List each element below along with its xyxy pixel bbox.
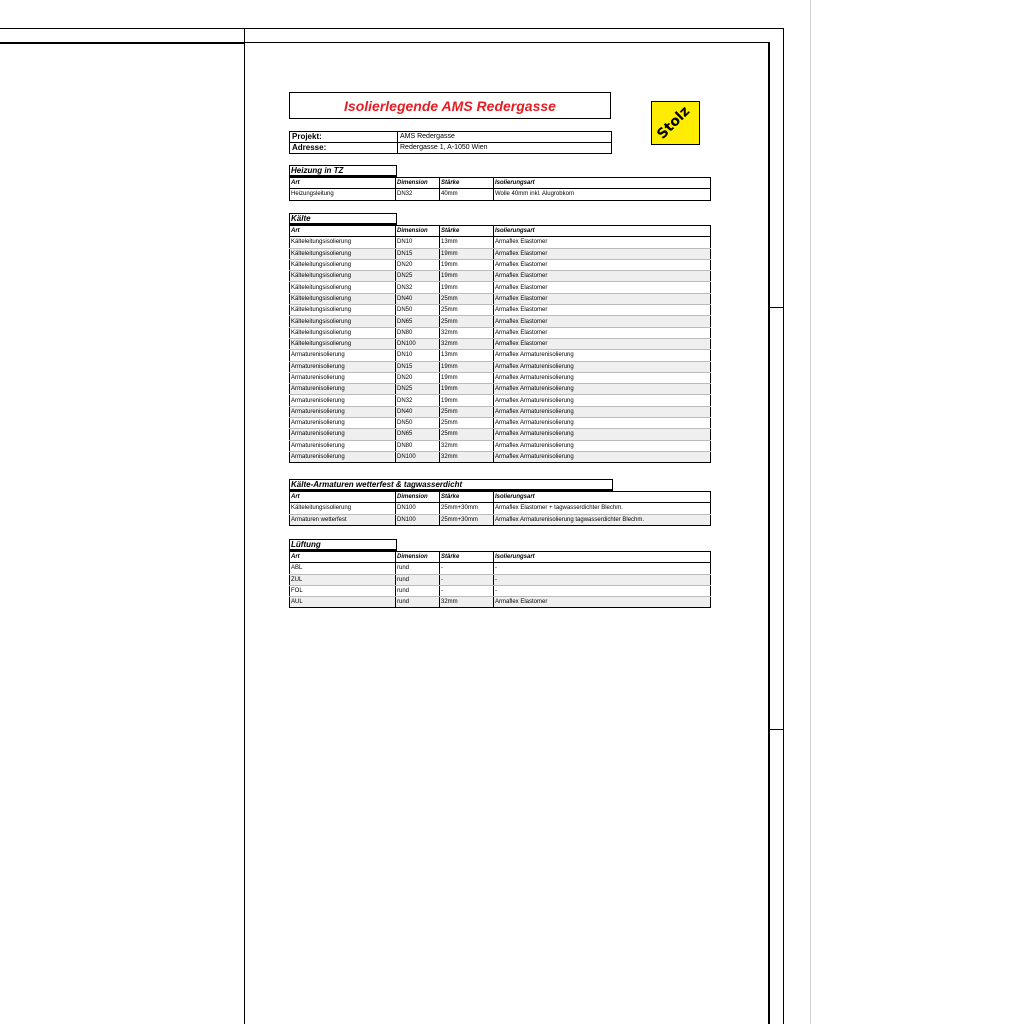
column-header: Art xyxy=(290,552,396,563)
table-cell: DN32 xyxy=(396,282,440,293)
table-cell: Armaturenisolierung xyxy=(290,440,396,451)
table-cell: DN32 xyxy=(396,395,440,406)
table-row xyxy=(290,451,711,462)
table-cell: 25mm+30mm xyxy=(440,514,494,525)
table-row xyxy=(290,384,711,395)
table-cell: FOL xyxy=(290,585,396,596)
table-cell: Kälteleitungsisolierung xyxy=(290,293,396,304)
table-cell: DN32 xyxy=(396,189,440,200)
table-row xyxy=(290,429,711,440)
column-header: Stärke xyxy=(440,492,494,503)
title-box xyxy=(289,92,611,119)
table-row xyxy=(290,585,711,596)
table-cell: DN100 xyxy=(396,503,440,514)
table-cell: rund xyxy=(396,597,440,608)
table-cell: - xyxy=(494,574,711,585)
table-cell: Armaflex Armaturenisolierung xyxy=(494,395,711,406)
table-cell: Kälteleitungsisolierung xyxy=(290,503,396,514)
table-row xyxy=(290,271,711,282)
section-table xyxy=(289,551,711,608)
table-cell: AUL xyxy=(290,597,396,608)
table-cell: DN15 xyxy=(396,248,440,259)
table-row xyxy=(290,395,711,406)
column-header: Isolierungsart xyxy=(494,226,711,237)
column-header: Art xyxy=(290,178,396,189)
table-row xyxy=(290,189,711,200)
table-row xyxy=(290,305,711,316)
table-cell: Armaturenisolierung xyxy=(290,372,396,383)
table-cell: DN40 xyxy=(396,293,440,304)
table-cell: Armaflex Elastomer xyxy=(494,327,711,338)
table-cell: 32mm xyxy=(440,451,494,462)
table-cell: rund xyxy=(396,563,440,574)
table-cell: - xyxy=(440,585,494,596)
table-cell: - xyxy=(440,574,494,585)
table-cell: Armaturenisolierung xyxy=(290,418,396,429)
column-header: Isolierungsart xyxy=(494,552,711,563)
table-cell: DN25 xyxy=(396,271,440,282)
table-row xyxy=(290,327,711,338)
table-cell: - xyxy=(494,585,711,596)
column-header: Stärke xyxy=(440,178,494,189)
table-cell: DN50 xyxy=(396,418,440,429)
frame-outer-right-line xyxy=(783,28,784,1024)
table-row xyxy=(290,361,711,372)
table-cell: DN80 xyxy=(396,440,440,451)
section-table xyxy=(289,177,711,201)
table-cell: DN10 xyxy=(396,350,440,361)
table-cell: Kälteleitungsisolierung xyxy=(290,248,396,259)
table-cell: Armaturenisolierung xyxy=(290,361,396,372)
table-cell: Armaturenisolierung xyxy=(290,429,396,440)
table-cell: 19mm xyxy=(440,282,494,293)
table-cell: 25mm xyxy=(440,429,494,440)
table-row xyxy=(290,597,711,608)
header-row xyxy=(290,178,711,189)
table-row xyxy=(290,237,711,248)
table-cell: Armaflex Elastomer xyxy=(494,597,711,608)
table-cell: 25mm xyxy=(440,305,494,316)
column-header: Dimension xyxy=(396,552,440,563)
table-row xyxy=(290,418,711,429)
frame-inner-right-line xyxy=(768,42,770,1024)
table-cell: Armaflex Elastomer + tagwasserdichter Blechm. xyxy=(494,503,711,514)
table-row xyxy=(290,563,711,574)
header-row xyxy=(290,226,711,237)
column-header: Isolierungsart xyxy=(494,178,711,189)
section-2 xyxy=(289,479,711,526)
header-row xyxy=(290,492,711,503)
table-cell: Armaflex Armaturenisolierung xyxy=(494,451,711,462)
table-cell: Armaturenisolierung xyxy=(290,350,396,361)
table-cell: 32mm xyxy=(440,597,494,608)
document-title: Isolierlegende AMS Redergasse xyxy=(344,97,556,114)
table-cell: Armaflex Elastomer xyxy=(494,237,711,248)
table-cell: 13mm xyxy=(440,237,494,248)
table-cell: DN10 xyxy=(396,237,440,248)
section-0 xyxy=(289,165,711,201)
column-header: Art xyxy=(290,226,396,237)
table-cell: DN50 xyxy=(396,305,440,316)
side-panel xyxy=(810,0,1024,1024)
table-cell: Kälteleitungsisolierung xyxy=(290,338,396,349)
table-cell: 32mm xyxy=(440,327,494,338)
frame-top-line xyxy=(0,28,784,29)
table-cell: 25mm xyxy=(440,418,494,429)
column-header: Stärke xyxy=(440,552,494,563)
info-label: Projekt: xyxy=(290,132,398,143)
table-cell: Armaflex Armaturenisolierung xyxy=(494,406,711,417)
table-cell: rund xyxy=(396,585,440,596)
table-row xyxy=(290,293,711,304)
table-cell: 19mm xyxy=(440,248,494,259)
table-row xyxy=(290,372,711,383)
section-3 xyxy=(289,539,711,608)
section-title: Kälte-Armaturen wetterfest & tagwasserdicht xyxy=(289,479,613,491)
column-header: Dimension xyxy=(396,226,440,237)
table-cell: Armaflex Armaturenisolierung xyxy=(494,372,711,383)
table-row xyxy=(290,440,711,451)
section-title: Lüftung xyxy=(289,539,397,551)
table-cell: 25mm xyxy=(440,406,494,417)
table-cell: Armaflex Elastomer xyxy=(494,305,711,316)
table-cell: 19mm xyxy=(440,372,494,383)
section-title: Kälte xyxy=(289,213,397,225)
table-cell: Armaflex Elastomer xyxy=(494,338,711,349)
info-row xyxy=(290,143,612,154)
table-cell: Armaflex Armaturenisolierung xyxy=(494,440,711,451)
table-cell: Armaturenisolierung xyxy=(290,395,396,406)
project-info-table xyxy=(289,131,612,154)
table-cell: DN100 xyxy=(396,338,440,349)
column-header: Art xyxy=(290,492,396,503)
table-cell: 19mm xyxy=(440,259,494,270)
table-cell: Kälteleitungsisolierung xyxy=(290,316,396,327)
column-header: Dimension xyxy=(396,178,440,189)
table-row xyxy=(290,574,711,585)
section-table xyxy=(289,225,711,463)
table-cell: rund xyxy=(396,574,440,585)
table-cell: Armaflex Armaturenisolierung xyxy=(494,429,711,440)
table-row xyxy=(290,316,711,327)
table-cell: - xyxy=(440,563,494,574)
info-row xyxy=(290,132,612,143)
info-value: Redergasse 1, A-1050 Wien xyxy=(398,143,612,154)
table-cell: Armaflex Armaturenisolierung xyxy=(494,384,711,395)
table-cell: 25mm xyxy=(440,316,494,327)
table-cell: Armaflex Elastomer xyxy=(494,248,711,259)
info-value: AMS Redergasse xyxy=(398,132,612,143)
logo-text: Stolz xyxy=(654,103,694,143)
frame-tick-2 xyxy=(768,729,784,730)
table-cell: DN80 xyxy=(396,327,440,338)
table-cell: 13mm xyxy=(440,350,494,361)
frame-tick-1 xyxy=(768,307,784,308)
table-cell: Armaflex Elastomer xyxy=(494,271,711,282)
table-row xyxy=(290,248,711,259)
frame-left-header-line xyxy=(0,42,245,44)
column-header: Isolierungsart xyxy=(494,492,711,503)
table-row xyxy=(290,350,711,361)
table-cell: 19mm xyxy=(440,271,494,282)
table-cell: 19mm xyxy=(440,384,494,395)
frame-divider-line xyxy=(244,28,245,1024)
table-cell: Armaturenisolierung xyxy=(290,384,396,395)
table-cell: 25mm xyxy=(440,293,494,304)
column-header: Stärke xyxy=(440,226,494,237)
table-cell: DN40 xyxy=(396,406,440,417)
table-cell: 40mm xyxy=(440,189,494,200)
header-row xyxy=(290,552,711,563)
table-row xyxy=(290,503,711,514)
table-row xyxy=(290,282,711,293)
table-cell: Armaturenisolierung xyxy=(290,451,396,462)
table-cell: 19mm xyxy=(440,361,494,372)
info-label: Adresse: xyxy=(290,143,398,154)
table-cell: DN20 xyxy=(396,259,440,270)
table-cell: 32mm xyxy=(440,440,494,451)
table-cell: DN65 xyxy=(396,316,440,327)
table-cell: - xyxy=(494,563,711,574)
table-cell: Armaflex Elastomer xyxy=(494,316,711,327)
frame-inner-top-line xyxy=(245,42,769,43)
table-cell: Armaflex Elastomer xyxy=(494,259,711,270)
table-cell: DN65 xyxy=(396,429,440,440)
table-cell: Kälteleitungsisolierung xyxy=(290,282,396,293)
table-cell: Armaflex Armaturenisolierung xyxy=(494,350,711,361)
table-cell: Kälteleitungsisolierung xyxy=(290,259,396,270)
section-1 xyxy=(289,213,711,463)
table-cell: ABL xyxy=(290,563,396,574)
table-cell: Armaturen wetterfest xyxy=(290,514,396,525)
table-row xyxy=(290,406,711,417)
section-table xyxy=(289,491,711,526)
table-cell: Armaflex Armaturenisolierung xyxy=(494,418,711,429)
table-cell: Heizungsleitung xyxy=(290,189,396,200)
table-cell: 19mm xyxy=(440,395,494,406)
table-cell: Armaflex Elastomer xyxy=(494,293,711,304)
table-cell: Wolle 40mm inkl. Alugrobkorn xyxy=(494,189,711,200)
table-cell: Kälteleitungsisolierung xyxy=(290,271,396,282)
table-cell: DN20 xyxy=(396,372,440,383)
table-row xyxy=(290,514,711,525)
column-header: Dimension xyxy=(396,492,440,503)
table-cell: Kälteleitungsisolierung xyxy=(290,305,396,316)
table-cell: DN25 xyxy=(396,384,440,395)
table-cell: DN100 xyxy=(396,451,440,462)
table-cell: Armaflex Armaturenisolierung tagwasserdichter Blechm. xyxy=(494,514,711,525)
table-cell: 32mm xyxy=(440,338,494,349)
company-logo xyxy=(651,101,700,145)
table-cell: ZUL xyxy=(290,574,396,585)
table-cell: 25mm+30mm xyxy=(440,503,494,514)
section-title: Heizung in TZ xyxy=(289,165,397,177)
table-cell: DN15 xyxy=(396,361,440,372)
table-cell: Kälteleitungsisolierung xyxy=(290,327,396,338)
table-cell: Armaturenisolierung xyxy=(290,406,396,417)
table-row xyxy=(290,259,711,270)
table-cell: Armaflex Elastomer xyxy=(494,282,711,293)
table-cell: Armaflex Armaturenisolierung xyxy=(494,361,711,372)
table-cell: DN100 xyxy=(396,514,440,525)
table-cell: Kälteleitungsisolierung xyxy=(290,237,396,248)
table-row xyxy=(290,338,711,349)
